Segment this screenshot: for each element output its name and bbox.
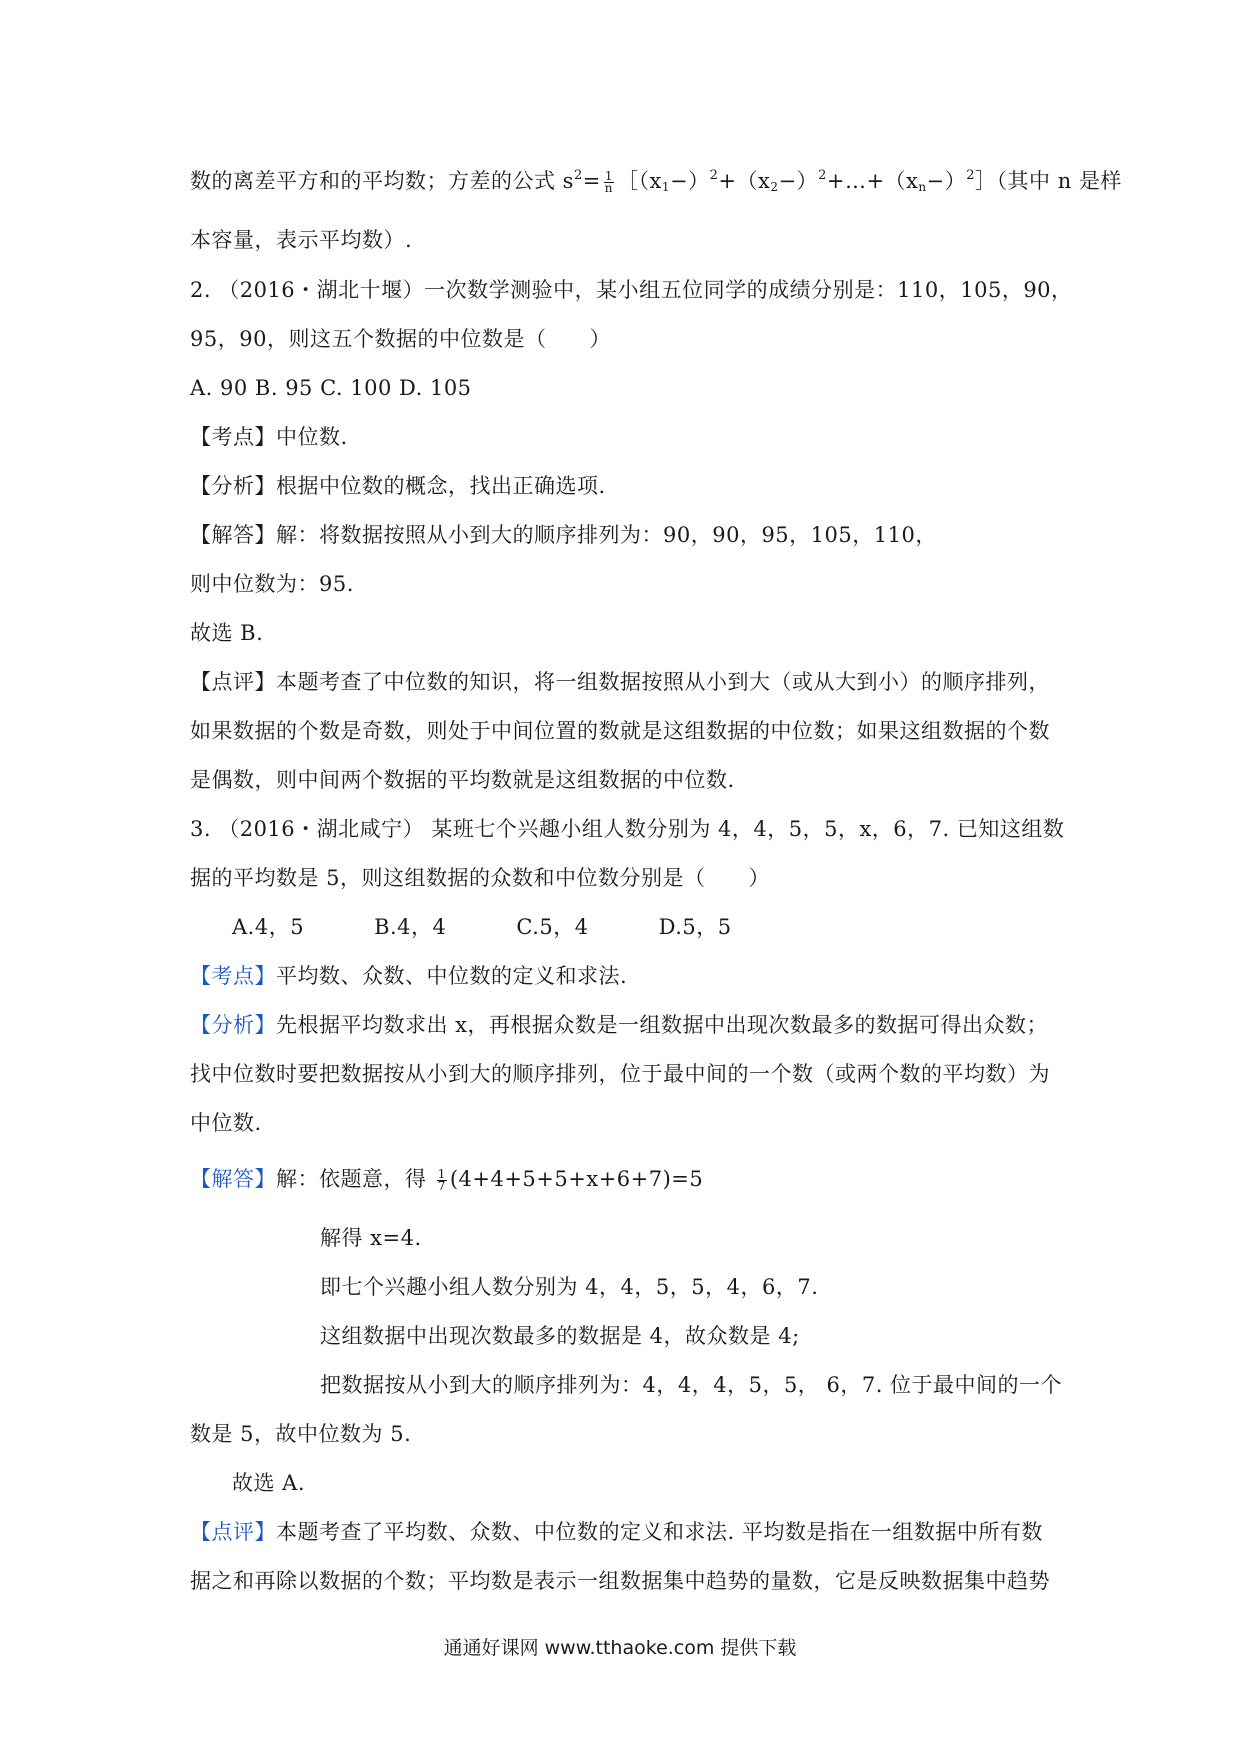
q2-stem-line-2: 95，90，则这五个数据的中位数是（ ） xyxy=(190,327,611,351)
q3-fenxi-2: 找中位数时要把数据按从小到大的顺序排列，位于最中间的一个数（或两个数的平均数）为 xyxy=(190,1062,1050,1086)
q3-step-4: 把数据按从小到大的顺序排列为：4，4，4，5，5， 6，7. 位于最中间的一个 xyxy=(320,1373,1063,1397)
q3-dianping-2: 据之和再除以数据的个数；平均数是表示一组数据集中趋势的量数，它是反映数据集中趋势 xyxy=(190,1569,1050,1593)
q3-fenxi-3: 中位数. xyxy=(190,1111,262,1135)
q2-stem-line-1: 2. （2016・湖北十堰）一次数学测验中，某小组五位同学的成绩分别是：110，105，90， xyxy=(190,278,1073,302)
fenxi-tag: 【分析】 xyxy=(190,1013,276,1037)
q3-step-5: 数是 5，故中位数为 5. xyxy=(190,1422,412,1446)
dianping-tag: 【点评】 xyxy=(190,670,276,694)
q2-fenxi: 【分析】根据中位数的概念，找出正确选项. xyxy=(190,474,606,498)
q2-jieda-2: 则中位数为：95. xyxy=(190,572,354,596)
jieda-tag: 【解答】 xyxy=(190,523,276,547)
page-footer: 通通好课网 www.tthaoke.com 提供下载 xyxy=(443,1637,797,1659)
q3-conclusion: 故选 A. xyxy=(232,1471,306,1495)
fraction-1-over-7: $\frac{1}{7}$ xyxy=(437,1167,446,1193)
q3-step-3: 这组数据中出现次数最多的数据是 4，故众数是 4; xyxy=(320,1324,800,1348)
q3-option-b: B.4，4 xyxy=(374,915,447,939)
q3-option-d: D.5，5 xyxy=(658,915,732,939)
q3-step-1: 解得 x=4. xyxy=(320,1226,422,1250)
q2-dianping-1: 【点评】本题考查了中位数的知识，将一组数据按照从小到大（或从大到小）的顺序排列， xyxy=(190,670,1050,694)
q2-kaodian: 【考点】中位数. xyxy=(190,425,348,449)
q3-stem-line-1: 3. （2016・湖北咸宁） 某班七个兴趣小组人数分别为 4，4，5，5，x，6，7. 已知这组数 xyxy=(190,817,1065,841)
q3-dianping-1: 【点评】本题考查了平均数、众数、中位数的定义和求法. 平均数是指在一组数据中所有数 xyxy=(190,1520,1043,1544)
fraction-1-over-n: $\frac{1}{n}$ xyxy=(604,169,614,195)
q3-jieda: 【解答】解：依题意，得 $\frac{1}{7}$ (4+4+5+5+x+6+7)=5 xyxy=(190,1167,704,1193)
q3-option-c: C.5，4 xyxy=(516,915,589,939)
kaodian-tag: 【考点】 xyxy=(190,964,276,988)
q3-fenxi-1: 【分析】先根据平均数求出 x，再根据众数是一组数据中出现次数最多的数据可得出众数； xyxy=(190,1013,1049,1037)
q2-options: A. 90 B. 95 C. 100 D. 105 xyxy=(190,376,472,400)
q2-jieda: 【解答】解：将数据按照从小到大的顺序排列为：90，90，95，105，110， xyxy=(190,523,937,547)
kaodian-tag: 【考点】 xyxy=(190,425,276,449)
q2-dianping-3: 是偶数，则中间两个数据的平均数就是这组数据的中位数. xyxy=(190,768,735,792)
intro-line-2: 本容量，表示平均数）. xyxy=(190,228,413,252)
q3-step-2: 即七个兴趣小组人数分别为 4，4，5，5，4，6，7. xyxy=(320,1275,819,1299)
jieda-tag: 【解答】 xyxy=(190,1167,276,1191)
q3-options xyxy=(232,912,802,942)
fenxi-tag: 【分析】 xyxy=(190,474,276,498)
dianping-tag: 【点评】 xyxy=(190,1520,276,1544)
q3-kaodian: 【考点】平均数、众数、中位数的定义和求法. xyxy=(190,964,628,988)
variance-formula-line: 数的离差平方和的平均数；方差的公式 $s^2=$ $\frac{1}{n}$ $[(x_1-)^2+(x_2-)^2+\dots+(x_n-)^2]$（其中 n 是样 xyxy=(190,168,1122,195)
q2-jieda-3: 故选 B. xyxy=(190,621,264,645)
q3-option-a: A.4，5 xyxy=(232,915,305,939)
q2-dianping-2: 如果数据的个数是奇数，则处于中间位置的数就是这组数据的中位数；如果这组数据的个数 xyxy=(190,719,1050,743)
q3-stem-line-2: 据的平均数是 5，则这组数据的众数和中位数分别是（ ） xyxy=(190,866,771,890)
